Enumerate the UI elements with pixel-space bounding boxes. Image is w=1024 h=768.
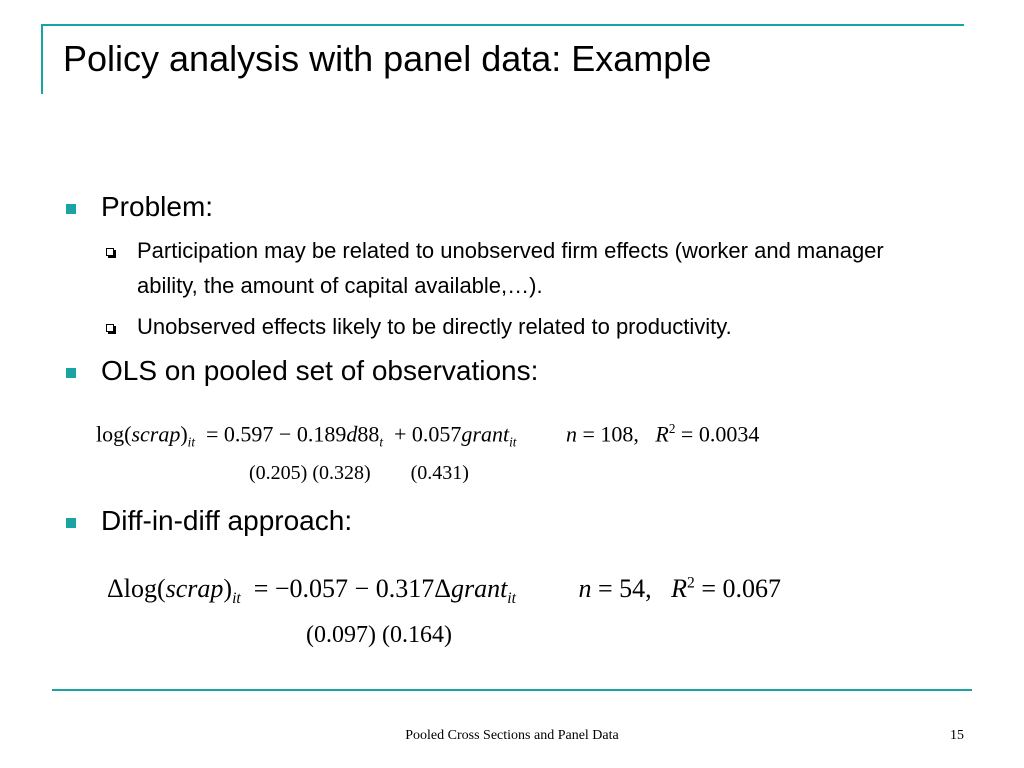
bullet-problem <box>101 191 213 223</box>
bullet-diff-in-diff <box>101 505 352 537</box>
square-bullet-icon <box>66 368 76 378</box>
page-number: 15 <box>950 728 964 743</box>
title-frame-left-line <box>41 24 43 94</box>
title-frame-top-line <box>41 24 964 26</box>
sub-bullet-participation-text: Participation may be related to unobserved firm effects (worker and manager ability, the amount of capital available,…). <box>137 238 884 298</box>
bullet-problem-label: Problem: <box>101 191 214 222</box>
sub-bullet-unobserved-text: Unobserved effects likely to be directly related to productivity. <box>137 314 732 339</box>
ols-equation: $\log(scrap)_{it} = 0.597 - 0.189d88_t$ + 0.057grant$_{it}$ n = 108, $R^2 = 0.0034$ <box>96 421 760 450</box>
diff-in-diff-equation: $\Delta\log(scrap)_{it} = -0.057$ − 0.317Δgrant$_{it}$ n = 54, $R^2 = 0.067$ <box>107 574 781 608</box>
square-bullet-icon <box>66 518 76 528</box>
sub-bullet-participation <box>137 233 937 303</box>
footer-divider <box>52 689 972 691</box>
sub-bullet-unobserved <box>137 309 937 344</box>
square-bullet-icon <box>66 204 76 214</box>
bullet-diff-in-diff-label: Diff-in-diff approach: <box>101 505 353 536</box>
bullet-ols-label: OLS on pooled set of observations: <box>101 355 539 386</box>
hollow-square-bullet-icon <box>106 248 114 256</box>
slide-title: Policy analysis with panel data: Example <box>63 38 712 79</box>
footer-text: Pooled Cross Sections and Panel Data <box>405 728 619 743</box>
diff-in-diff-standard-errors: (0.097) (0.164) <box>306 622 452 648</box>
ols-standard-errors: (0.205) (0.328) (0.431) <box>249 462 469 484</box>
bullet-ols <box>101 355 538 387</box>
hollow-square-bullet-icon <box>106 324 114 332</box>
